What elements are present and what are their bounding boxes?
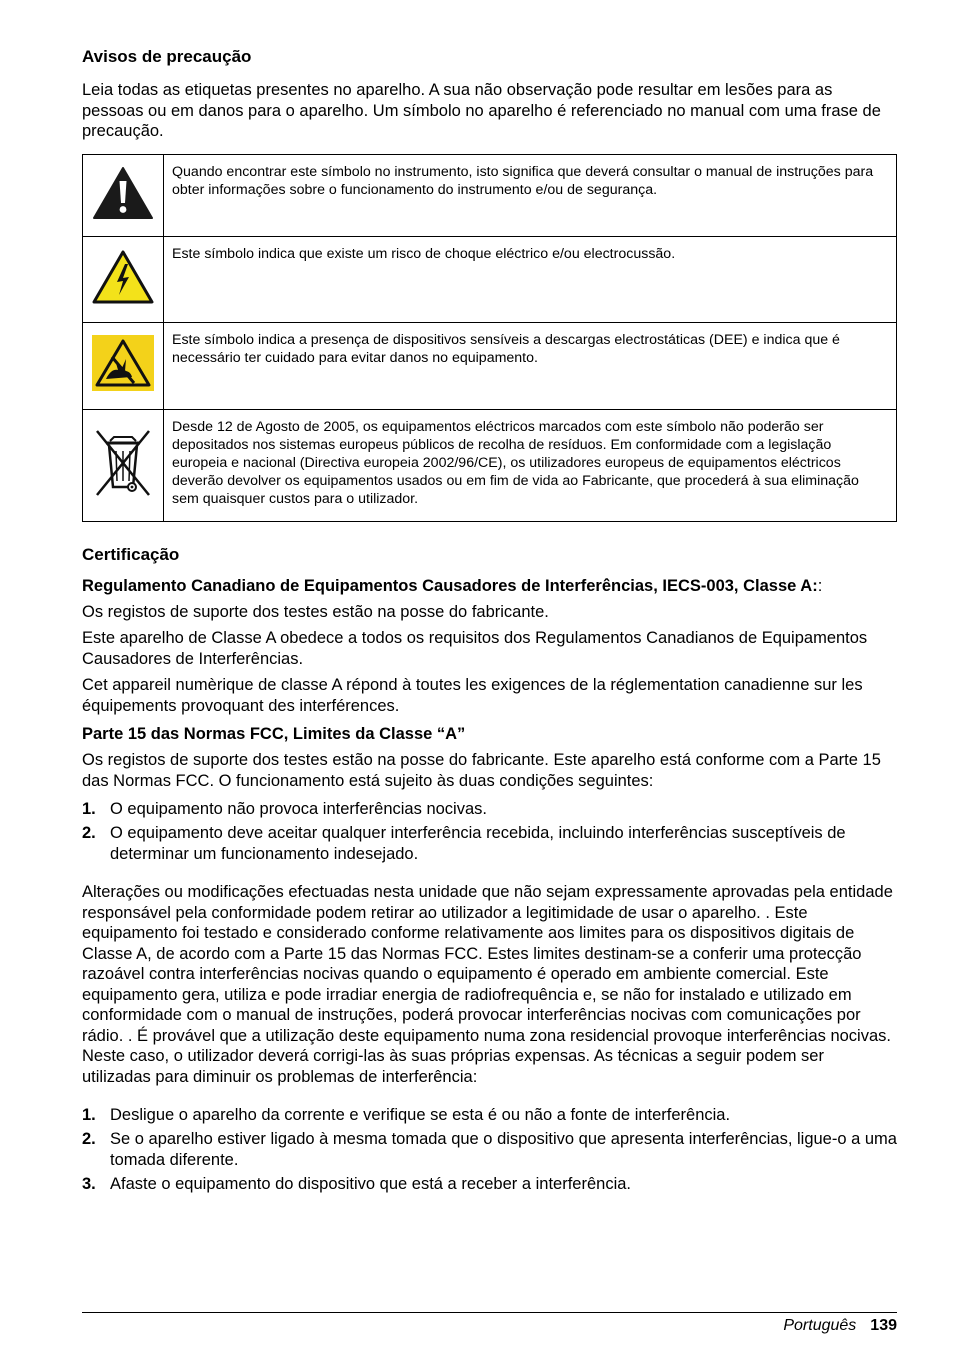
- interference-remedies-list: [82, 1105, 897, 1194]
- footer-right: [783, 1316, 897, 1336]
- list-item: 2. O equipamento deve aceitar qualquer interferência recebida, incluindo interferências susceptíveis de determinar um funcionamento indesejado.: [82, 824, 846, 863]
- canada-regulation-heading: Regulamento Canadiano de Equipamentos Causadores de Interferências, IECS-003, Classe A::: [82, 576, 823, 595]
- footer-language: Português: [783, 1317, 857, 1334]
- symbol-description: Desde 12 de Agosto de 2005, os equipamentos eléctricos marcados com este símbolo não poderão ser depositados nos sistemas europeus públicos de recolha de resíduos. Em conformidade com a legislação europeia e nacional (Directiva europeia 2002/96/CE), os utilizadores europeus de equipamentos eléctricos deverão devolver os equipamentos usados ou em fim de vida ao Fabricante, que procederá à sua eliminação sem quaisquer custos para o utilizador.: [164, 409, 897, 521]
- fcc-conditions-list: [82, 799, 897, 864]
- page-footer: [82, 1312, 897, 1334]
- list-item: 2. Se o aparelho estiver ligado à mesma tomada que o dispositivo que apresenta interferências, ligue-o a uma tomada diferente.: [82, 1130, 897, 1169]
- electric-shock-icon: [91, 249, 155, 305]
- symbol-description: Este símbolo indica que existe um risco de choque eléctrico e/ou electrocussão.: [164, 236, 897, 322]
- list-item: 1. O equipamento não provoca interferências nocivas.: [82, 800, 487, 818]
- page-number: 139: [870, 1317, 897, 1334]
- icon-cell: [83, 409, 164, 521]
- precaution-intro: Leia todas as etiquetas presentes no aparelho. A sua não observação pode resultar em lesões para as pessoas ou em danos para o aparelho. Um símbolo no aparelho é referenciado no manual com uma frase de precaução.: [82, 81, 881, 140]
- table-row: [83, 154, 897, 236]
- weee-crossed-bin-icon: [94, 427, 152, 499]
- symbol-description: Quando encontrar este símbolo no instrumento, isto significa que deverá consultar o manual de instruções para obter informações sobre o funcionamento do instrumento e/ou de segurança.: [164, 154, 897, 236]
- fcc-heading: Parte 15 das Normas FCC, Limites da Classe “A”: [82, 725, 466, 743]
- symbols-table: [82, 154, 897, 522]
- certification-title: Certificação: [82, 544, 180, 564]
- canada-paragraph: Os registos de suporte dos testes estão na posse do fabricante.: [82, 602, 549, 621]
- icon-cell: [83, 322, 164, 409]
- precaution-title: Avisos de precaução: [82, 47, 252, 66]
- icon-cell: [83, 236, 164, 322]
- symbol-description: Este símbolo indica a presença de dispositivos sensíveis a descargas electrostáticas (DEE) e indica que é necessário ter cuidado para evitar danos no equipamento.: [164, 322, 897, 409]
- general-warning-icon: [92, 166, 154, 220]
- page-content: [82, 46, 897, 1198]
- canada-paragraph-fr: Cet appareil numèrique de classe A répond à toutes les exigences de la réglementation canadienne sur les équipements provoquant des interférences.: [82, 676, 863, 715]
- canada-paragraph: Este aparelho de Classe A obedece a todos os requisitos dos Regulamentos Canadianos de Equipamentos Causadores de Interferências.: [82, 629, 868, 668]
- esd-icon: [92, 335, 154, 391]
- fcc-details-paragraph: Alterações ou modificações efectuadas nesta unidade que não sejam expressamente aprovadas pela entidade responsável pela conformidade podem retirar ao utilizador a legitimidade de usar o aparelho. . Este equipamento foi testado e considerado conforme relativamente aos limites para os dispositivos digitais de Classe A, de acordo com a Parte 15 das Normas FCC. Estes limites destinam-se a conferir uma protecção razoável contra interferências nocivas quando o equipamento é operado em ambiente comercial. Este equipamento gera, utiliza e pode irradiar energia de radiofrequência e, se não for instalado e utilizado em conformidade com o manual de instruções, poderá provocar interferências nocivas com comunicações por rádio. . É provável que a utilização deste equipamento numa zona residencial provoque interferências nocivas. Neste caso, o utilizador deverá corrigi-las às suas próprias expensas. As técnicas a seguir podem ser utilizadas para diminuir os problemas de interferência:: [82, 883, 893, 1086]
- icon-cell: [83, 154, 164, 236]
- table-row: [83, 322, 897, 409]
- list-item: 1. Desligue o aparelho da corrente e verifique se esta é ou não a fonte de interferência.: [82, 1106, 731, 1124]
- table-row: [83, 236, 897, 322]
- table-row: [83, 409, 897, 521]
- fcc-paragraph: Os registos de suporte dos testes estão na posse do fabricante. Este aparelho está conforme com a Parte 15 das Normas FCC. O funcionamento está sujeito às duas condições seguintes:: [82, 751, 881, 790]
- list-item: 3. Afaste o equipamento do dispositivo que está a receber a interferência.: [82, 1174, 631, 1193]
